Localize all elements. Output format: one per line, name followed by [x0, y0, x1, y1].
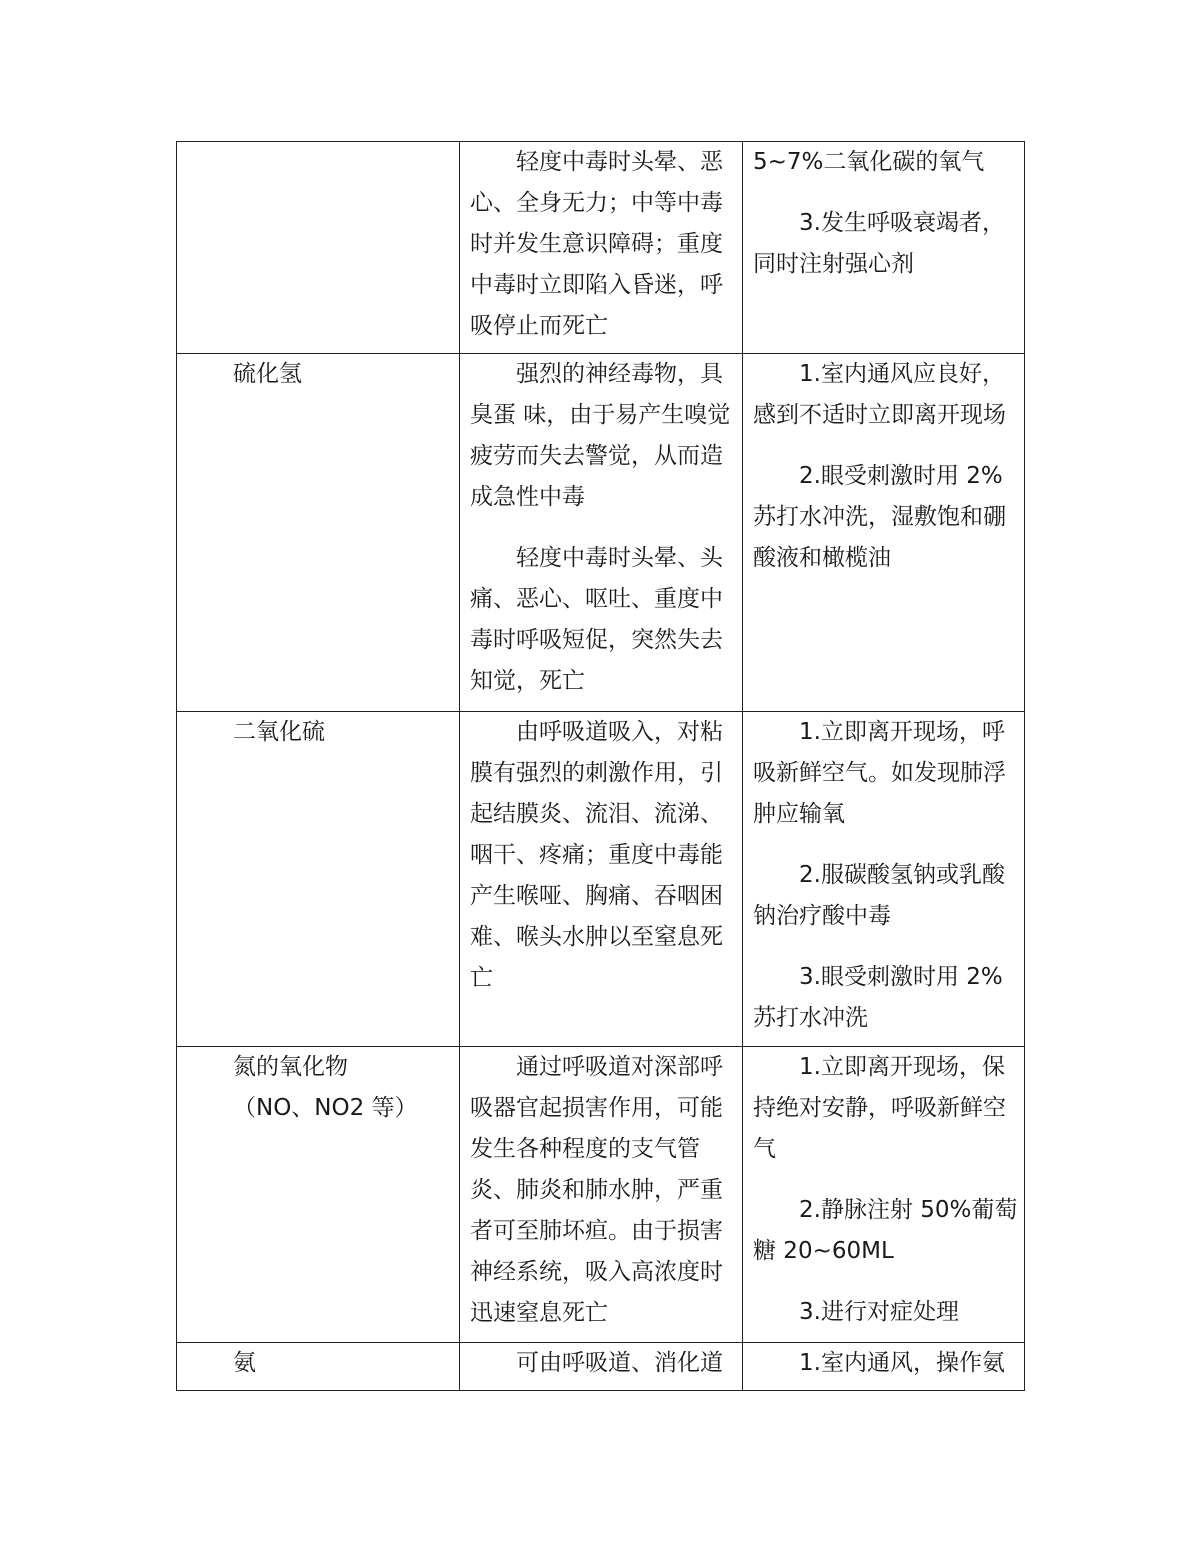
treatment-cell [743, 712, 1025, 1047]
substance-name-cell [177, 142, 460, 354]
treatment-paragraph: 1.室内通风应良好，感到不适时立即离开现场 [753, 361, 1006, 428]
treatment-paragraph: 3.眼受刺激时用 2%苏打水冲洗 [753, 964, 1003, 1031]
substance-name-cell [177, 712, 460, 1047]
substance-name: 二氧化硫 [233, 719, 325, 745]
treatment-paragraph: 2.静脉注射 50%葡萄糖 20~60ML [753, 1197, 1018, 1264]
treatment-paragraph: 2.服碳酸氢钠或乳酸钠治疗酸中毒 [753, 862, 1005, 929]
treatment-paragraph: 5~7%二氧化碳的氧气 [753, 149, 985, 175]
treatment-cell [743, 142, 1025, 354]
symptoms-paragraph: 轻度中毒时头晕、头痛、恶心、呕吐、重度中毒时呼吸短促，突然失去知觉，死亡 [470, 545, 723, 694]
table-row [177, 354, 1025, 712]
symptoms-paragraph: 通过呼吸道对深部呼吸器官起损害作用，可能发生各种程度的支气管炎、肺炎和肺水肿，严重者可至肺坏疸。由于损害神经系统，吸入高浓度时迅速窒息死亡 [470, 1054, 723, 1326]
substance-name: 硫化氢 [233, 361, 302, 387]
symptoms-paragraph: 由呼吸道吸入，对粘膜有强烈的刺激作用，引起结膜炎、流泪、流涕、咽干、疼痛；重度中毒能产生喉哑、胸痛、吞咽困难、喉头水肿以至窒息死亡 [470, 719, 723, 991]
treatment-paragraph: 1.立即离开现场，呼吸新鲜空气。如发现肺浮肿应输氧 [753, 719, 1006, 827]
treatment-cell [743, 1047, 1025, 1343]
treatment-paragraph: 2.眼受刺激时用 2%苏打水冲洗，湿敷饱和硼酸液和橄榄油 [753, 463, 1006, 571]
symptoms-cell [460, 354, 743, 712]
substance-name-cell [177, 354, 460, 712]
symptoms-cell [460, 1047, 743, 1343]
table-row [177, 1343, 1025, 1391]
treatment-paragraph: 3.发生呼吸衰竭者，同时注射强心剂 [753, 210, 1005, 277]
substance-name-cell [177, 1047, 460, 1343]
treatment-paragraph: 3.进行对症处理 [799, 1299, 959, 1325]
symptoms-paragraph: 可由呼吸道、消化道 [516, 1350, 723, 1376]
substance-name-cell [177, 1343, 460, 1391]
symptoms-cell [460, 1343, 743, 1391]
substance-name-sub: （NO、NO2 等） [233, 1095, 418, 1121]
treatment-cell [743, 1343, 1025, 1391]
treatment-cell [743, 354, 1025, 712]
treatment-paragraph: 1.室内通风，操作氨 [799, 1350, 1005, 1376]
table-row [177, 1047, 1025, 1343]
symptoms-cell [460, 712, 743, 1047]
substance-name: 氨 [233, 1350, 256, 1376]
symptoms-cell [460, 142, 743, 354]
symptoms-paragraph: 轻度中毒时头晕、恶心、全身无力；中等中毒时并发生意识障碍；重度中毒时立即陷入昏迷，呼吸停止而死亡 [470, 149, 723, 339]
table-row [177, 142, 1025, 354]
substance-name: 氮的氧化物 [233, 1054, 348, 1080]
table-row [177, 712, 1025, 1047]
treatment-paragraph: 1.立即离开现场，保持绝对安静，呼吸新鲜空气 [753, 1054, 1006, 1162]
symptoms-paragraph: 强烈的神经毒物，具臭蛋 味，由于易产生嗅觉疲劳而失去警觉，从而造成急性中毒 [470, 361, 731, 510]
hazard-table [176, 141, 1025, 1391]
